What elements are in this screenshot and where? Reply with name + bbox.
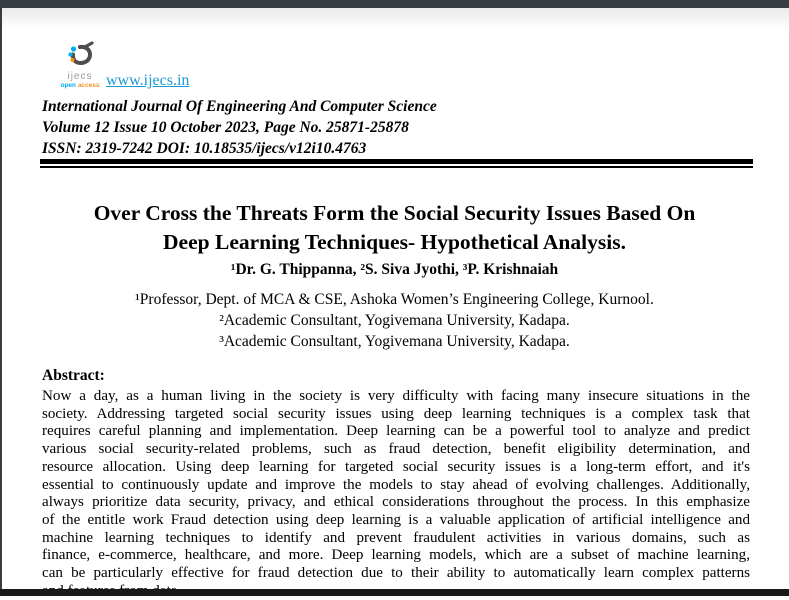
website-link[interactable]: www.ijecs.in — [106, 72, 190, 89]
abstract-line: requires careful planning and implementation. Deep learning can be a powerful tool to analyze and predict — [42, 423, 750, 440]
abstract-line: always prioritize data security, privacy, and ethical considerations throughout the process. In this emphasize — [42, 494, 750, 511]
abstract-line: of the entitle work Fraud detection using deep learning is a valuable application of artificial intelligence and — [42, 511, 750, 528]
paper-title-line-1: Over Cross the Threats Form the Social Security Issues Based On — [93, 201, 696, 225]
abstract-line: finance, e-commerce, healthcare, and more. Deep learning models, which are a subset of machine learning, — [42, 547, 750, 564]
paper-title — [0, 199, 789, 257]
authors-line: ¹Dr. G. Thippanna, ²S. Siva Jyothi, ³P. Krishnaiah — [230, 261, 559, 278]
affiliation-3: ³Academic Consultant, Yogivemana University, Kadapa. — [219, 332, 570, 350]
abstract-line: essential to continuously update and improve the models to stay ahead of evolving challenges. Additionally, — [42, 476, 750, 493]
abstract-line: society. Addressing targeted social security issues using deep learning techniques is a complex task that — [42, 405, 750, 422]
abstract-line: resource allocation. Using deep learning for targeted social security issues is a long-term effort, and it's — [42, 458, 750, 475]
screen-bottom-edge-bar — [0, 589, 789, 596]
abstract-heading: Abstract: — [42, 367, 105, 384]
affiliation-1: ¹Professor, Dept. of MCA & CSE, Ashoka Women’s Engineering College, Kurnool. — [135, 291, 654, 308]
journal-info-block — [42, 96, 437, 159]
open-access-label — [54, 82, 106, 90]
screen-top-edge-bar — [0, 0, 789, 8]
open-access-access-text: access — [77, 82, 100, 89]
abstract-line: various social security-related problems, such as fraud detection, benefit eligibility determination, and — [42, 441, 750, 458]
abstract-paragraph — [42, 388, 750, 600]
open-access-open-text: open — [60, 82, 76, 89]
journal-issn-doi-line: ISSN: 2319-7242 DOI: 10.18535/ijecs/v12i10.4763 — [42, 140, 367, 157]
screen-left-edge-line — [0, 0, 2, 596]
abstract-line: machine learning techniques to identify and prevent fraudulent activities in various domains, such as — [42, 529, 750, 546]
paper-title-line-2: Deep Learning Techniques- Hypothetical Analysis. — [163, 230, 626, 254]
ijecs-logo-text: ijecs — [67, 71, 93, 82]
page-top-shadow — [0, 8, 789, 30]
affiliations-block — [0, 290, 789, 352]
ijecs-logo-icon — [62, 41, 98, 67]
header-double-rule — [40, 159, 753, 168]
abstract-line: Now a day, as a human living in the society is very difficulty with facing many insecure situations in the — [42, 388, 750, 404]
affiliation-2: ²Academic Consultant, Yogivemana University, Kadapa. — [219, 311, 570, 329]
ijecs-logo — [54, 41, 106, 90]
journal-name-line: International Journal Of Engineering And Computer Science — [42, 98, 437, 115]
journal-volume-line: Volume 12 Issue 10 October 2023, Page No. 25871-25878 — [42, 119, 409, 136]
abstract-line: can be particularly effective for fraud detection due to their ability to automatically learn complex patterns — [42, 565, 750, 582]
